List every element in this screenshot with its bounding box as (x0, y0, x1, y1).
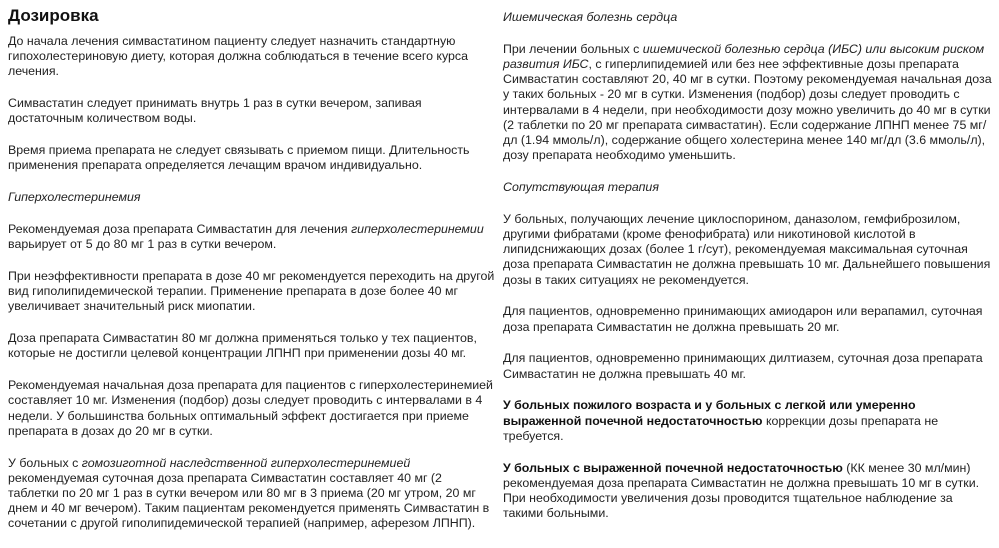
text: Для пациентов, одновременно принимающих дилтиазем, суточная доза препарата Симвастатин не должна превышать 40 мг. (503, 351, 983, 381)
text: Рекомендуемая начальная доза препарата для пациентов с гиперхолестеринемией составляет 10 мг. Изменения (подбор) дозы следует проводить с интервалами в 4 недели. У большинства больных оптимальный эффект достигается при приеме препарата в дозах до 20 мг в сутки. (8, 378, 493, 438)
bold-text: У больных с выраженной почечной недостаточностью (503, 460, 843, 475)
paragraph (8, 143, 496, 173)
bold-text: У больных пожилого возраста и у больных с легкой или умеренно выраженной почечной недостаточностью (503, 398, 916, 428)
paragraph (8, 456, 496, 532)
paragraph (503, 398, 993, 444)
text: Время приема препарата не следует связывать с приемом пищи. Длительность применения препарата определяется лечащим врачом индивидуально. (8, 143, 470, 173)
text: рекомендуемая суточная доза препарата Симвастатин составляет 40 мг (2 таблетки по 20 мг 1 раз в сутки вечером или 80 мг в 3 приема (20 мг утром, 20 мг днем и 40 мг вечером). Таким пациентам рекомендуется применять Симвастатин в сочетании с другой гиполипидемической терапией (например, аферезом ЛПНП). (8, 470, 490, 531)
italic-text: гиперхолестеринемии (351, 222, 484, 236)
paragraph (8, 222, 496, 252)
italic-text: Гиперхолестеринемия (8, 190, 141, 205)
right-column (503, 0, 993, 538)
text: При неэффективности препарата в дозе 40 мг рекомендуется переходить на другой вид гиполипидемической терапии. Применение препарата в дозе более 40 мг увеличивает значительный риск миопатии. (8, 269, 495, 314)
paragraph (503, 351, 993, 381)
section-subheading (503, 180, 993, 195)
paragraph (8, 378, 496, 439)
paragraph (8, 96, 496, 126)
paragraph (8, 331, 496, 361)
left-column (8, 0, 496, 548)
text: , с гиперлипидемией или без нее эффективные дозы препарата Симвастатин составляют 20, 40 мг в сутки. Поэтому рекомендуемая начальная доза у таких больных - 20 мг в сутки. Изменения (подбор) дозы следует проводить с интервалами в 4 недели, при необходимости дозу можно увеличить до 40 мг в сутки (2 таблетки по 20 мг препарата симвастатин). Если содержание ЛПНП менее 75 мг/дл (1.94 ммоль/л), содержание общего холестерина менее 140 мг/дл (3.6 ммоль/л), дозу препарата необходимо уменьшить. (503, 57, 992, 163)
paragraph (8, 269, 496, 315)
paragraph (503, 461, 993, 522)
section-subheading (8, 190, 496, 205)
paragraph (503, 42, 993, 164)
page-title: Дозировка (8, 6, 99, 25)
italic-text: Сопутствующая терапия (503, 180, 659, 195)
italic-text: Ишемическая болезнь сердца (503, 10, 678, 24)
text: (КК менее 30 мл/мин) рекомендуемая доза препарата Симвастатин не должна превышать 10 мг в сутки. При необходимости увеличения дозы проводится тщательное наблюдение за такими больными. (503, 460, 980, 521)
text: коррекции дозы препарата не требуется. (503, 413, 939, 443)
paragraph (503, 304, 993, 334)
text: Для пациентов, одновременно принимающих амиодарон или верапамил, суточная доза препарата Симвастатин не должна превышать 20 мг. (503, 304, 983, 334)
text: Доза препарата Симвастатин 80 мг должна применяться только у тех пациентов, которые не достигли целевой концентрации ЛПНП при применении дозы 40 мг. (8, 331, 477, 361)
paragraph (8, 34, 496, 80)
italic-text: гомозиготной наследственной гиперхолестеринемией (81, 455, 411, 470)
italic-text: ишемической болезнью сердца (ИБС) или высоким риском развития ИБС (503, 41, 985, 71)
text: У больных, получающих лечение циклоспорином, даназолом, гемфиброзилом, другими фибратами (кроме фенофибрата) или никотиновой кислотой в липидснижающих дозах (более 1 г/сут), рекомендуемая максимальная суточная доза препарата Симвастатин не должна превышать 10 мг. Дальнейшего повышения дозы в таких ситуациях не рекомендуется. (503, 211, 991, 287)
paragraph (503, 212, 993, 288)
text: При лечении больных с (503, 41, 643, 56)
text: Симвастатин следует принимать внутрь 1 раз в сутки вечером, запивая достаточным количеством воды. (8, 96, 422, 126)
text: Рекомендуемая доза препарата Симвастатин для лечения (8, 222, 352, 236)
text: варьирует от 5 до 80 мг 1 раз в сутки вечером. (8, 237, 277, 252)
section-subheading (503, 10, 993, 25)
text: До начала лечения симвастатином пациенту следует назначить стандартную гипохолестериновую диету, которая должна соблюдаться в течение всего курса лечения. (8, 34, 469, 79)
text: У больных с (8, 455, 82, 470)
